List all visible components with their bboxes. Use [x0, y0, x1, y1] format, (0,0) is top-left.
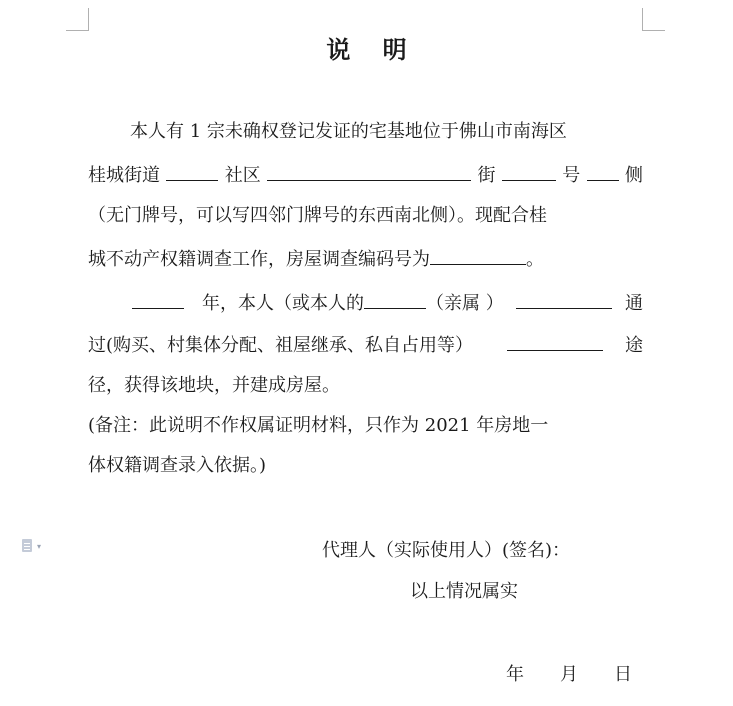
community-blank[interactable] — [267, 160, 471, 181]
note-line2 — [88, 452, 643, 480]
note-line2-text: 体权籍调查录入依据。) — [88, 455, 267, 476]
method-blank[interactable] — [507, 330, 603, 351]
side-label: 侧 — [625, 165, 643, 186]
paragraph1-line1-text: 本人有 1 宗未确权登记发证的宅基地位于佛山市南海区 — [130, 121, 567, 142]
kin-blank[interactable] — [516, 288, 612, 309]
lane-label: 街 — [477, 165, 496, 186]
paragraph1-line3-text: （无门牌号，可以写四邻门牌号的东西南北侧）。现配合桂 — [88, 205, 547, 226]
paragraph1-line4 — [88, 244, 643, 272]
street-label: 桂城街道 — [88, 165, 160, 186]
relative-label: 年，本人（或本人的 — [202, 293, 364, 314]
community-label: 社区 — [224, 165, 261, 186]
paragraph1-line1 — [130, 118, 643, 146]
page-corner-mark-left — [66, 8, 89, 31]
date-day: 日 — [614, 664, 632, 685]
number-label: 号 — [562, 165, 581, 186]
chevron-down-icon[interactable]: ▾ — [37, 542, 42, 551]
survey-code-blank[interactable] — [430, 244, 526, 265]
note-line1 — [88, 412, 643, 440]
signature-confirm: 以上情况属实 — [410, 581, 518, 602]
page-title: 说 明 — [326, 35, 419, 64]
year-blank[interactable] — [132, 288, 184, 309]
page-corner-mark-right — [642, 8, 665, 31]
date-year: 年 — [506, 664, 524, 685]
signature-agent: 代理人（实际使用人）(签名)： — [322, 540, 571, 561]
through-label: 通 — [624, 293, 643, 314]
paragraph2-line3 — [88, 372, 643, 400]
paragraph2-line1 — [88, 288, 643, 316]
kin-label: （亲属 ） — [426, 293, 504, 314]
survey-code-label: 城不动产权籍调查工作，房屋调查编码号为 — [88, 249, 430, 270]
note-line1-text: (备注：此说明不作权属证明材料，只作为 2021 年房地一 — [88, 415, 549, 436]
relative-blank[interactable] — [364, 288, 426, 309]
survey-code-end: 。 — [526, 249, 544, 270]
document-icon[interactable] — [22, 539, 32, 552]
date-month: 月 — [560, 664, 578, 685]
way-label: 途 — [625, 335, 643, 356]
paragraph2-line3-text: 径，获得该地块，并建成房屋。 — [88, 375, 340, 396]
paragraph1-line2 — [88, 160, 643, 188]
lane-blank[interactable] — [502, 160, 556, 181]
acquisition-methods: 过(购买、村集体分配、祖屋继承、私自占用等） — [88, 335, 474, 356]
street-blank[interactable] — [166, 160, 218, 181]
paragraph1-line3 — [88, 202, 643, 230]
year-group — [88, 288, 504, 316]
paragraph2-line2 — [88, 330, 643, 358]
number-blank[interactable] — [587, 160, 619, 181]
